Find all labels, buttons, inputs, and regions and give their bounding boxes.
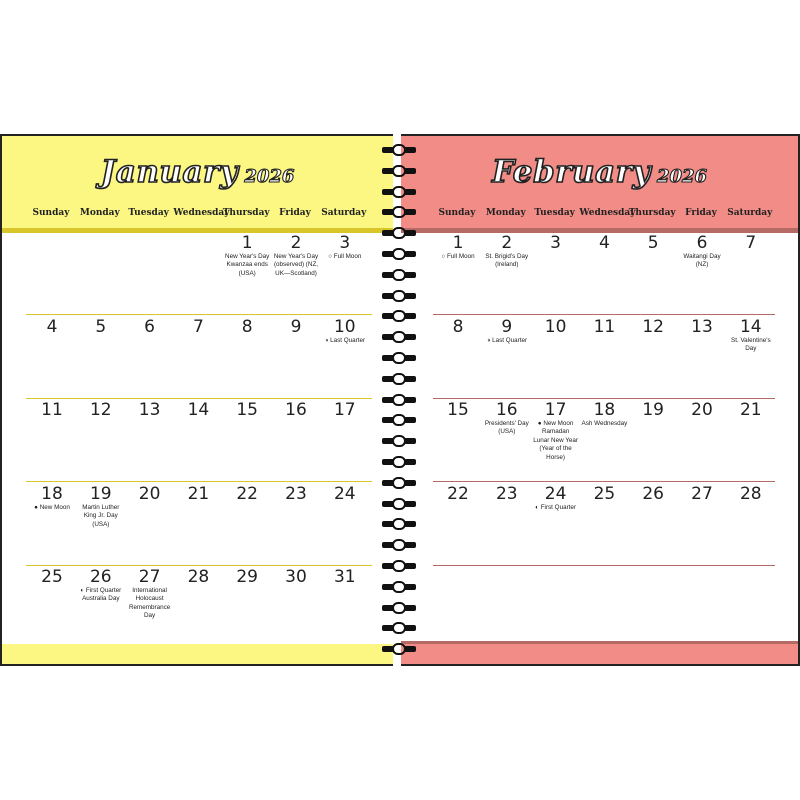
day-number: 15 <box>236 400 258 420</box>
day-number: 4 <box>46 317 58 337</box>
day-cell[interactable] <box>77 485 125 528</box>
day-event-note: Holocaust <box>135 595 164 603</box>
binding-coil <box>380 144 420 156</box>
day-event-note: ◐ First Quarter <box>535 504 577 511</box>
binding-coil <box>380 227 420 239</box>
day-cell[interactable] <box>223 568 271 586</box>
day-number: 24 <box>333 484 356 504</box>
binding-coil <box>380 206 420 218</box>
day-number: 3 <box>339 233 351 253</box>
day-number: 21 <box>187 484 210 504</box>
day-event-note: ● New Moon <box>34 504 70 511</box>
binding-coil <box>380 352 420 364</box>
day-cell[interactable] <box>434 234 482 260</box>
binding-coil <box>380 373 420 385</box>
day-event-note: (NZ) <box>695 261 709 269</box>
day-cell[interactable] <box>77 318 125 336</box>
day-event-note: Day <box>745 345 757 353</box>
weekday-header: Monday <box>79 208 120 218</box>
day-cell[interactable] <box>629 318 677 336</box>
day-cell[interactable] <box>77 568 125 603</box>
weekday-header: Monday <box>485 208 526 218</box>
day-cell[interactable] <box>580 318 628 336</box>
weekday-header: Thursday <box>222 208 270 218</box>
month-name: January <box>100 154 239 190</box>
day-number: 19 <box>642 400 664 420</box>
day-number: 11 <box>593 317 616 337</box>
binding-coil <box>380 269 420 281</box>
day-cell[interactable] <box>727 234 775 252</box>
day-cell[interactable] <box>532 485 580 511</box>
day-cell[interactable] <box>434 401 482 419</box>
day-cell[interactable] <box>126 401 174 419</box>
day-cell[interactable] <box>321 318 369 344</box>
day-number: 6 <box>696 233 708 253</box>
day-number: 22 <box>236 484 258 504</box>
day-event-note: ● New Moon <box>537 420 574 427</box>
binding-coil <box>380 581 420 593</box>
day-event-note: UK—Scotland) <box>275 269 317 277</box>
day-cell[interactable] <box>678 234 726 269</box>
binding-coil <box>380 310 420 322</box>
day-number: 10 <box>544 317 567 337</box>
day-cell[interactable] <box>321 568 369 586</box>
binding-coil <box>380 456 420 468</box>
day-number: 7 <box>192 317 204 337</box>
day-cell[interactable] <box>727 485 775 503</box>
day-cell[interactable] <box>580 234 628 252</box>
day-event-note: International <box>132 587 167 594</box>
day-event-note: (USA) <box>92 520 110 528</box>
day-number: 5 <box>647 233 659 253</box>
day-cell[interactable] <box>629 401 677 419</box>
day-cell[interactable] <box>77 401 125 419</box>
month-name: February <box>491 154 651 190</box>
weekday-header: Wednesday <box>579 208 636 218</box>
day-number: 9 <box>501 317 513 337</box>
weekday-header: Thursday <box>628 208 676 218</box>
day-cell[interactable] <box>223 318 271 336</box>
day-number: 26 <box>642 484 664 504</box>
january-header <box>2 136 393 228</box>
day-number: 18 <box>593 400 616 420</box>
day-event-note: Ash Wednesday <box>581 420 628 427</box>
week-row-divider <box>433 565 775 566</box>
week-row-divider <box>433 314 775 315</box>
day-event-note: (observed) (NZ, <box>273 261 319 269</box>
day-cell[interactable] <box>532 401 580 461</box>
day-number: 1 <box>452 233 464 253</box>
binding-coil <box>380 435 420 447</box>
january-page <box>0 134 393 666</box>
weekday-header: Friday <box>279 208 311 218</box>
day-number: 23 <box>285 484 307 504</box>
page-footer <box>2 644 393 664</box>
day-number: 16 <box>285 400 307 420</box>
week-row-divider <box>26 398 372 399</box>
day-event-note: Martin Luther <box>82 504 120 511</box>
day-event-note: Australia Day <box>82 595 120 603</box>
day-event-note: St. Brigid's Day <box>485 253 529 260</box>
day-number: 14 <box>187 400 210 420</box>
day-event-note: Day <box>143 612 156 620</box>
day-number: 12 <box>89 400 112 420</box>
day-cell[interactable] <box>223 401 271 419</box>
day-cell[interactable] <box>678 485 726 503</box>
day-number: 22 <box>447 484 469 504</box>
day-cell[interactable] <box>580 485 628 503</box>
day-cell[interactable] <box>629 485 677 503</box>
day-cell[interactable] <box>321 234 369 260</box>
day-event-note: Remembrance <box>128 603 171 611</box>
day-number: 13 <box>138 400 161 420</box>
day-number: 13 <box>691 317 713 337</box>
page-footer <box>401 641 798 664</box>
day-cell[interactable] <box>174 401 222 419</box>
day-cell[interactable] <box>174 485 222 503</box>
day-cell[interactable] <box>28 568 76 586</box>
day-number: 18 <box>41 484 63 504</box>
day-cell[interactable] <box>483 485 531 503</box>
binding-coil <box>380 394 420 406</box>
day-number: 29 <box>236 567 258 587</box>
day-cell[interactable] <box>580 401 628 427</box>
day-number: 5 <box>95 317 107 337</box>
day-cell[interactable] <box>126 568 174 620</box>
day-cell[interactable] <box>434 485 482 503</box>
day-event-note: ○ Full Moon <box>328 253 362 260</box>
weekday-header: Tuesday <box>128 208 169 218</box>
binding-coil <box>380 331 420 343</box>
february-page <box>401 134 800 666</box>
day-event-note: St. Valentine's <box>731 337 771 344</box>
day-cell[interactable] <box>483 401 531 436</box>
day-number: 26 <box>89 567 112 587</box>
day-number: 14 <box>739 317 762 337</box>
weekday-header: Sunday <box>32 208 70 218</box>
day-cell[interactable] <box>223 234 271 277</box>
day-number: 23 <box>495 484 518 504</box>
weekday-header: Tuesday <box>534 208 575 218</box>
day-cell[interactable] <box>174 568 222 586</box>
day-number: 17 <box>333 400 356 420</box>
day-number: 19 <box>89 484 112 504</box>
day-event-note: (Ireland) <box>495 261 519 269</box>
day-number: 27 <box>138 567 161 587</box>
binding-coil <box>380 518 420 530</box>
week-row-divider <box>433 398 775 399</box>
binding-coil <box>380 414 420 426</box>
day-number: 31 <box>333 567 356 587</box>
day-event-note: New Year's Day <box>225 253 270 260</box>
day-cell[interactable] <box>483 234 531 269</box>
binding-coil <box>380 602 420 614</box>
day-cell[interactable] <box>272 485 320 503</box>
binding-coil <box>380 539 420 551</box>
day-event-note: (USA) <box>238 269 256 277</box>
day-number: 2 <box>290 233 302 253</box>
day-event-note: New Year's Day <box>273 253 319 260</box>
day-number: 1 <box>241 233 253 253</box>
day-number: 2 <box>501 233 513 253</box>
day-event-note: Presidents' Day <box>484 420 529 427</box>
day-cell[interactable] <box>532 318 580 336</box>
weekday-header: Saturday <box>321 208 367 218</box>
day-number: 11 <box>41 400 63 420</box>
day-cell[interactable] <box>223 485 271 503</box>
day-number: 3 <box>550 233 561 253</box>
week-row-divider <box>433 481 775 482</box>
binding-coil <box>380 165 420 177</box>
day-cell[interactable] <box>126 485 174 503</box>
day-event-note: Lunar New Year <box>533 436 578 444</box>
week-row-divider <box>26 565 372 566</box>
day-cell[interactable] <box>272 401 320 419</box>
day-event-note: (USA) <box>498 428 516 436</box>
day-number: 6 <box>144 317 155 337</box>
binding-coil <box>380 290 420 302</box>
binding-coil <box>380 560 420 572</box>
day-event-note: ◐ First Quarter <box>80 587 122 594</box>
weekday-header: Friday <box>685 208 717 218</box>
day-number: 25 <box>41 567 63 587</box>
day-cell[interactable] <box>629 234 677 252</box>
day-number: 10 <box>333 317 356 337</box>
weekday-header: Sunday <box>438 208 476 218</box>
day-cell[interactable] <box>727 401 775 419</box>
day-cell[interactable] <box>272 568 320 586</box>
weekday-header: Wednesday <box>173 208 230 218</box>
day-number: 30 <box>285 567 307 587</box>
day-cell[interactable] <box>174 318 222 336</box>
day-cell[interactable] <box>532 234 580 252</box>
day-number: 25 <box>593 484 616 504</box>
week-row-divider <box>26 314 372 315</box>
day-event-note: ○ Full Moon <box>441 253 475 260</box>
header-divider <box>2 228 393 233</box>
day-event-note: ◑ Last Quarter <box>324 337 366 344</box>
day-cell[interactable] <box>727 318 775 353</box>
day-number: 27 <box>691 484 713 504</box>
day-cell[interactable] <box>321 401 369 419</box>
year: 2026 <box>656 166 708 187</box>
day-number: 8 <box>452 317 464 337</box>
day-event-note: King Jr. Day <box>83 512 118 520</box>
day-number: 20 <box>691 400 713 420</box>
day-event-note: ◑ Last Quarter <box>486 337 528 344</box>
binding-coil <box>380 248 420 260</box>
day-number: 9 <box>290 317 302 337</box>
day-cell[interactable] <box>272 234 320 277</box>
day-number: 4 <box>598 233 610 253</box>
day-event-note: Horse) <box>546 453 566 461</box>
weekday-header: Saturday <box>727 208 773 218</box>
binding-coil <box>380 643 420 655</box>
day-number: 12 <box>642 317 664 337</box>
day-event-note: Ramadan <box>541 428 570 436</box>
spiral-binding <box>380 134 420 666</box>
day-cell[interactable] <box>126 318 174 336</box>
day-number: 17 <box>544 400 567 420</box>
day-cell[interactable] <box>272 318 320 336</box>
day-cell[interactable] <box>434 318 482 336</box>
binding-coil <box>380 498 420 510</box>
day-number: 28 <box>739 484 762 504</box>
binding-coil <box>380 622 420 634</box>
day-cell[interactable] <box>321 485 369 503</box>
day-event-note: Waitangi Day <box>683 253 721 260</box>
day-event-note: Kwanzaa ends <box>226 261 268 269</box>
february-title <box>401 154 798 190</box>
day-number: 7 <box>745 233 757 253</box>
year: 2026 <box>244 166 295 187</box>
day-cell[interactable] <box>28 318 76 336</box>
day-cell[interactable] <box>483 318 531 344</box>
binding-coil <box>380 477 420 489</box>
day-cell[interactable] <box>678 401 726 419</box>
day-number: 8 <box>241 317 253 337</box>
day-cell[interactable] <box>28 485 76 511</box>
february-header <box>401 136 798 228</box>
day-number: 20 <box>138 484 161 504</box>
day-number: 15 <box>447 400 469 420</box>
week-row-divider <box>26 481 372 482</box>
day-event-note: (Year of the <box>539 445 572 453</box>
day-number: 16 <box>495 400 518 420</box>
day-cell[interactable] <box>678 318 726 336</box>
day-number: 24 <box>544 484 567 504</box>
day-number: 21 <box>739 400 762 420</box>
day-number: 28 <box>187 567 210 587</box>
binding-coil <box>380 186 420 198</box>
day-cell[interactable] <box>28 401 76 419</box>
january-title <box>2 154 393 190</box>
